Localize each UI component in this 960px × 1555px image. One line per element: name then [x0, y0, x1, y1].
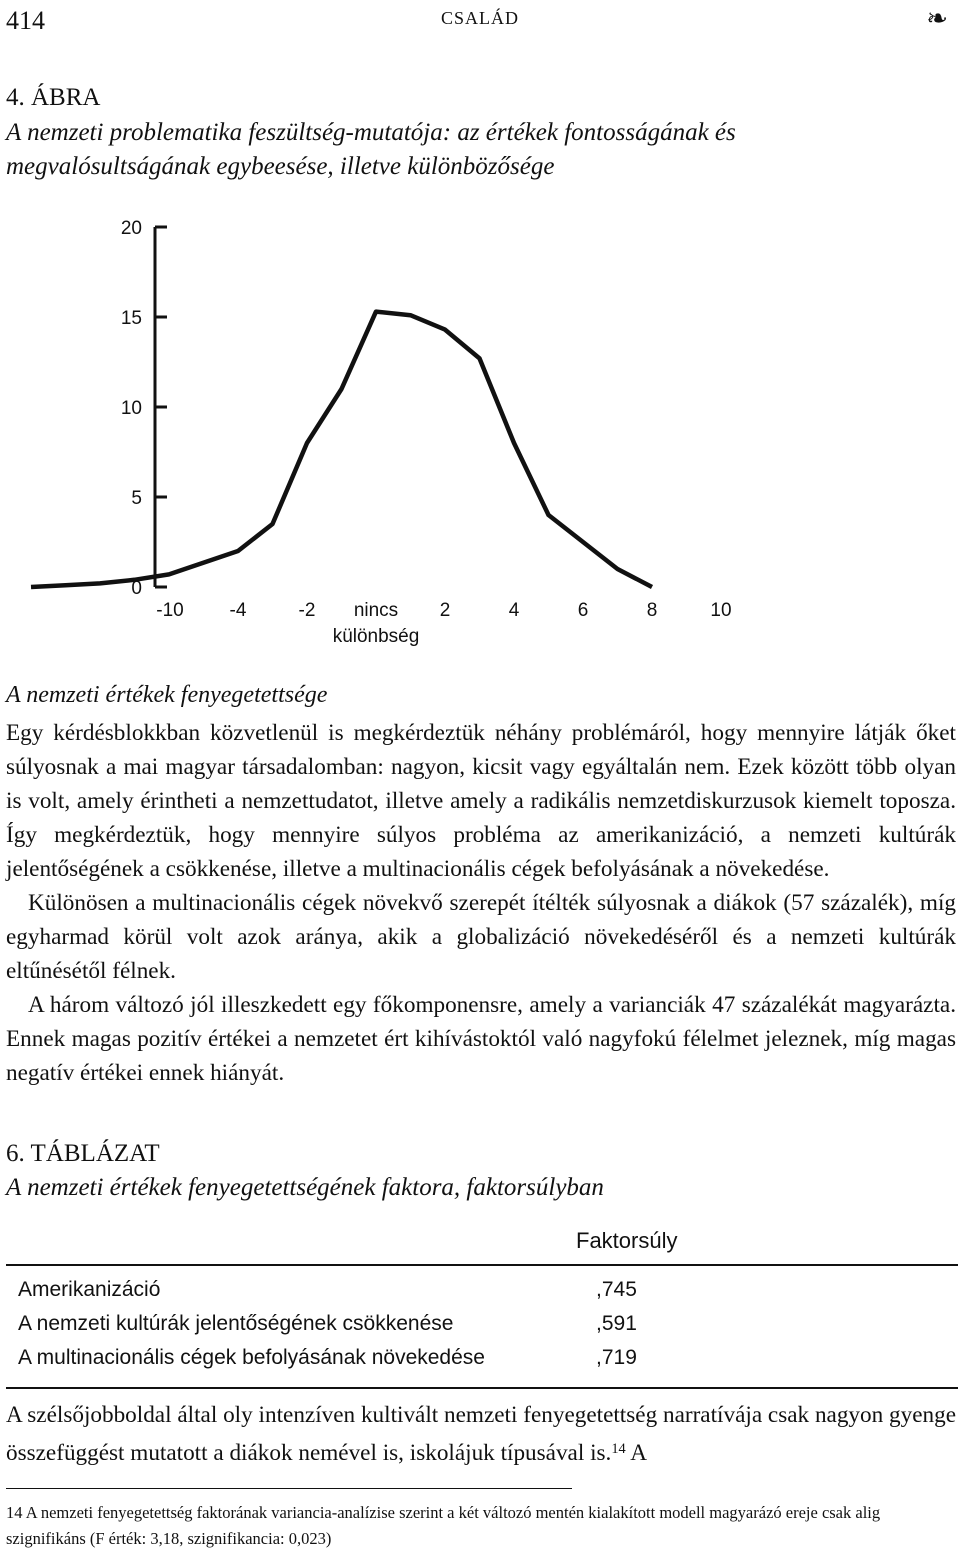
figure-label: 4. ÁBRA: [6, 84, 101, 111]
paragraph-2: Különösen a multinacionális cégek növekvő szerepét ítélték súlyosnak a diákok (57 százalék), míg egyharmad körül volt azok aránya, akik a globalizáció növekedéséről és a nemzeti kultúrák eltűnésétől félnek.: [6, 890, 956, 984]
table-row-label: A multinacionális cégek befolyásának növekedése: [18, 1346, 485, 1369]
running-head: CSALÁD: [440, 8, 519, 28]
table-column-header: Faktorsúly: [576, 1228, 678, 1253]
x-tick-label: 8: [646, 600, 658, 621]
x-tick-label: 4: [508, 600, 520, 621]
footnote: [6, 1500, 926, 1552]
table-row-label: A nemzeti kultúrák jelentőségének csökkenése: [18, 1312, 454, 1335]
y-tick-label: 15: [120, 308, 142, 329]
page-number: 414: [6, 6, 45, 35]
conclusion-text: A szélsőjobboldal által oly intenzíven kultivált nemzeti fenyegetettség narratívája csak nagyon gyenge összefüggést mutatott a diákok nemével is, iskolájuk típusával is.: [6, 1402, 956, 1467]
y-tick-label: 0: [131, 578, 142, 599]
body-text: [6, 716, 956, 1090]
figure-title: A nemzeti problematika feszültség-mutatója: az értékek fontosságának és megvalósultságának egybeesése, illetve különbözősége: [6, 119, 736, 180]
fleuron-ornament-icon: ❧: [926, 4, 948, 33]
table-row: [18, 1312, 658, 1346]
footnote-reference[interactable]: 14: [611, 1441, 626, 1457]
table-row-value: ,719: [596, 1346, 637, 1369]
x-tick-label: -2: [298, 600, 316, 621]
x-axis: [156, 600, 731, 647]
conclusion-paragraph: [6, 1398, 956, 1470]
x-tick-label: -10: [156, 600, 184, 621]
x-tick-label: 2: [439, 600, 451, 621]
footnote-text: A nemzeti fenyegetettség faktorának variancia-analízise szerint a két változó mentén kialakított modell magyarázó ereje csak alig szignifikáns (F érték: 3,18, szignifikancia: 0,023): [6, 1503, 881, 1548]
x-tick-label: -4: [229, 600, 247, 621]
paragraph-1: Egy kérdésblokkban közvetlenül is megkérdeztük néhány problémáról, hogy mennyire látják őket súlyosnak a mai magyar társadalomban: nagyon, kicsit vagy egyáltalán nem. Ezek között több olyan is volt, amely érintheti a nemzettudatot, illetve amely a radikális nemzetdiskurzusok kiemelt toposza. Így megkérdeztük, hogy mennyire súlyos probléma az amerikanizáció, a nemzeti kultúrák jelentőségének a csökkenése, illetve a multinacionális cégek befolyásának a növekedése.: [6, 720, 956, 882]
table-row-value: ,591: [596, 1312, 637, 1335]
table-bottom-rule: [6, 1387, 958, 1389]
footnote-number: 14: [6, 1503, 23, 1522]
table-row: [18, 1346, 658, 1380]
table-row-label: Amerikanizáció: [18, 1278, 161, 1301]
y-tick-label: 10: [120, 398, 142, 419]
x-tick-label: 6: [577, 600, 589, 621]
y-axis: [121, 218, 167, 599]
x-tick-label: nincs: [353, 600, 399, 621]
series-line: [31, 312, 652, 587]
series-group: [31, 312, 652, 587]
line-chart: [0, 200, 960, 660]
paragraph-3: A három változó jól illeszkedett egy főkomponensre, amely a varianciák 47 százalékát magyarázta. Ennek magas pozitív értékei a nemzetet ért kihívástoktól való nagyfokú félelmet jeleznek, míg magas negatív értékei ennek hiányát.: [6, 992, 956, 1086]
table-top-rule: [6, 1264, 958, 1266]
conclusion-trailing-text: A: [625, 1440, 647, 1467]
table-title: A nemzeti értékek fenyegetettségének faktora, faktorsúlyban: [6, 1174, 604, 1201]
x-tick-label: 10: [710, 600, 732, 621]
table-row: [18, 1278, 658, 1312]
section-heading: A nemzeti értékek fenyegetettsége: [6, 682, 328, 708]
table-label: 6. TÁBLÁZAT: [6, 1140, 160, 1167]
footnote-rule: [6, 1488, 572, 1489]
y-tick-label: 20: [120, 218, 142, 239]
y-tick-label: 5: [131, 488, 142, 509]
x-tick-label: különbség: [332, 626, 420, 647]
table-row-value: ,745: [596, 1278, 637, 1301]
